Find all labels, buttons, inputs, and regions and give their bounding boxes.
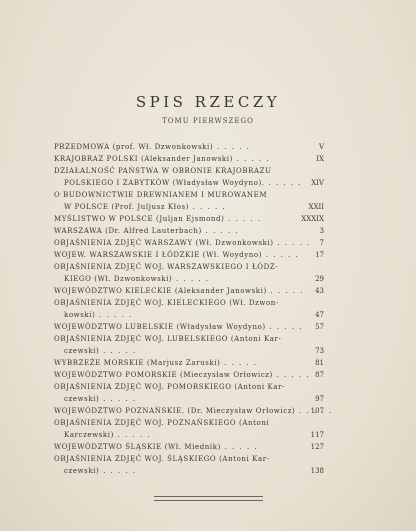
toc-entry-title: KIEGO (Wł. Dzwonkowski) . . . xyxy=(64,275,210,283)
toc-entry-title: WARSZAWA (Dr. Alfred Lauterbach) . . . xyxy=(54,227,239,235)
toc-entry-page: 73 xyxy=(315,347,324,355)
toc-entry xyxy=(54,405,324,417)
toc-entry xyxy=(54,261,324,273)
toc-entry-continuation xyxy=(54,273,324,285)
toc-entry xyxy=(54,141,324,153)
toc-entry-title: KRAJOBRAZ POLSKI (Aleksander Janowski) . . . xyxy=(54,155,270,163)
toc-entry-title: WOJEW. WARSZAWSKIE I ŁÓDZKIE (Wł. Woydyno) . . . xyxy=(54,251,299,259)
toc-entry-continuation xyxy=(54,201,324,213)
toc-entry-page: 127 xyxy=(310,443,324,451)
toc-entry-page: 3 xyxy=(319,227,324,235)
toc-entry-continuation xyxy=(54,393,324,405)
toc-entry-page: 57 xyxy=(315,323,324,331)
toc-entry xyxy=(54,369,324,381)
toc-entry-title: OBJAŚNIENIA ZDJĘĆ WOJ. POZNAŃSKIEGO (Antoni xyxy=(54,419,270,427)
toc-entry-title: OBJAŚNIENIA ZDJĘĆ WOJ. ŚLĄSKIEGO (Antoni Kar- xyxy=(54,455,270,463)
toc-entry xyxy=(54,453,324,465)
footer-rule-top xyxy=(154,496,263,497)
toc-entry-page: 138 xyxy=(310,467,324,475)
toc-entry-page: XXII xyxy=(308,203,324,211)
toc-entry-page: V xyxy=(318,143,324,151)
toc-entry-title: czewski) . . . xyxy=(64,347,137,355)
table-of-contents xyxy=(54,141,324,477)
toc-entry-title: OBJAŚNIENIA ZDJĘĆ WOJ. LUBELSKIEGO (Antoni Kar- xyxy=(54,335,282,343)
toc-entry-title: DZIAŁALNOŚĆ PAŃSTWA W OBRONIE KRAJOBRAZU xyxy=(54,167,272,175)
toc-entry xyxy=(54,285,324,297)
footer-rule-bottom xyxy=(154,500,263,501)
toc-entry-continuation xyxy=(54,465,324,477)
toc-entry-continuation xyxy=(54,429,324,441)
toc-entry-title: WOJEWÓDZTWO KIELECKIE (Aleksander Janowski) . . . xyxy=(54,287,304,295)
toc-entry-title: WOJEWÓDZTWO LUBELSKIE (Władysław Woydyno) . . . xyxy=(54,323,303,331)
toc-entry xyxy=(54,225,324,237)
toc-entry-title: OBJAŚNIENIA ZDJĘĆ WARSZAWY (Wł. Dzwonkowski) . . . xyxy=(54,239,311,247)
toc-entry xyxy=(54,213,324,225)
toc-entry-page: 117 xyxy=(310,431,324,439)
toc-entry xyxy=(54,189,324,201)
toc-entry-page: IX xyxy=(316,155,324,163)
toc-entry xyxy=(54,441,324,453)
toc-entry-title: czewski) . . . xyxy=(64,467,137,475)
toc-entry-continuation xyxy=(54,177,324,189)
toc-entry xyxy=(54,357,324,369)
toc-entry xyxy=(54,153,324,165)
toc-entry-page: 107 xyxy=(310,407,324,415)
toc-entry-title: PRZEDMOWA (prof. Wł. Dzwonkowski) . . . xyxy=(54,143,250,151)
toc-entry-title: WOJEWÓDZTWO POZNAŃSKIE. (Dr. Mieczysław Orłowicz) . . . xyxy=(54,407,333,415)
toc-entry-page: 17 xyxy=(315,251,324,259)
toc-entry-title: W POLSCE (Prof. Juljusz Kłos) . . . xyxy=(64,203,226,211)
toc-entry-title: kowski) . . . xyxy=(64,311,133,319)
toc-entry-title: czewski) . . . xyxy=(64,395,137,403)
toc-entry-title: OBJAŚNIENIA ZDJĘĆ WOJ. WARSZAWSKIEGO I ŁÓDZ- xyxy=(54,263,279,271)
toc-entry-title: MYŚLISTWO W POLSCE (Juljan Ejsmond) . . . xyxy=(54,215,262,223)
toc-entry xyxy=(54,165,324,177)
toc-entry xyxy=(54,333,324,345)
toc-entry-title: WYBRZEŻE MORSKIE (Marjusz Zaruski) . . . xyxy=(54,359,258,367)
toc-entry-page: XIV xyxy=(311,179,324,187)
toc-entry-page: 47 xyxy=(315,311,324,319)
toc-entry xyxy=(54,249,324,261)
toc-entry xyxy=(54,297,324,309)
toc-entry-title: POLSKIEGO I ZABYTKÓW (Władysław Woydyno). . . . xyxy=(64,179,302,187)
page-title: SPIS RZECZY xyxy=(135,93,281,111)
toc-entry-continuation xyxy=(54,309,324,321)
toc-entry-title: WOJEWÓDZTWO POMORSKIE (Mieczysław Orłowicz) . . . xyxy=(54,371,310,379)
toc-entry-page: 43 xyxy=(315,287,324,295)
toc-entry xyxy=(54,417,324,429)
toc-entry-title: WOJEWÓDZTWO ŚLĄSKIE (Wł. Miednik) . . . xyxy=(54,443,258,451)
toc-entry-title: Karczewski) . . . xyxy=(64,431,151,439)
page-subtitle: TOMU PIERWSZEGO xyxy=(162,117,254,125)
toc-entry-page: 7 xyxy=(319,239,324,247)
toc-entry-page: 81 xyxy=(315,359,324,367)
toc-entry-page: XXXIX xyxy=(301,215,324,223)
toc-entry xyxy=(54,321,324,333)
toc-entry-page: 87 xyxy=(315,371,324,379)
toc-entry-page: 97 xyxy=(315,395,324,403)
toc-entry-continuation xyxy=(54,345,324,357)
toc-entry-page: 29 xyxy=(315,275,324,283)
toc-entry-title: O BUDOWNICTWIE DREWNIANEM I MUROWANEM xyxy=(54,191,268,199)
toc-entry-title: OBJAŚNIENIA ZDJĘĆ WOJ. KIELECKIEGO (Wł. Dzwon- xyxy=(54,299,279,307)
toc-entry-title: OBJAŚNIENIA ZDJĘĆ WOJ. POMORSKIEGO (Antoni Kar- xyxy=(54,383,286,391)
toc-entry xyxy=(54,237,324,249)
toc-entry xyxy=(54,381,324,393)
